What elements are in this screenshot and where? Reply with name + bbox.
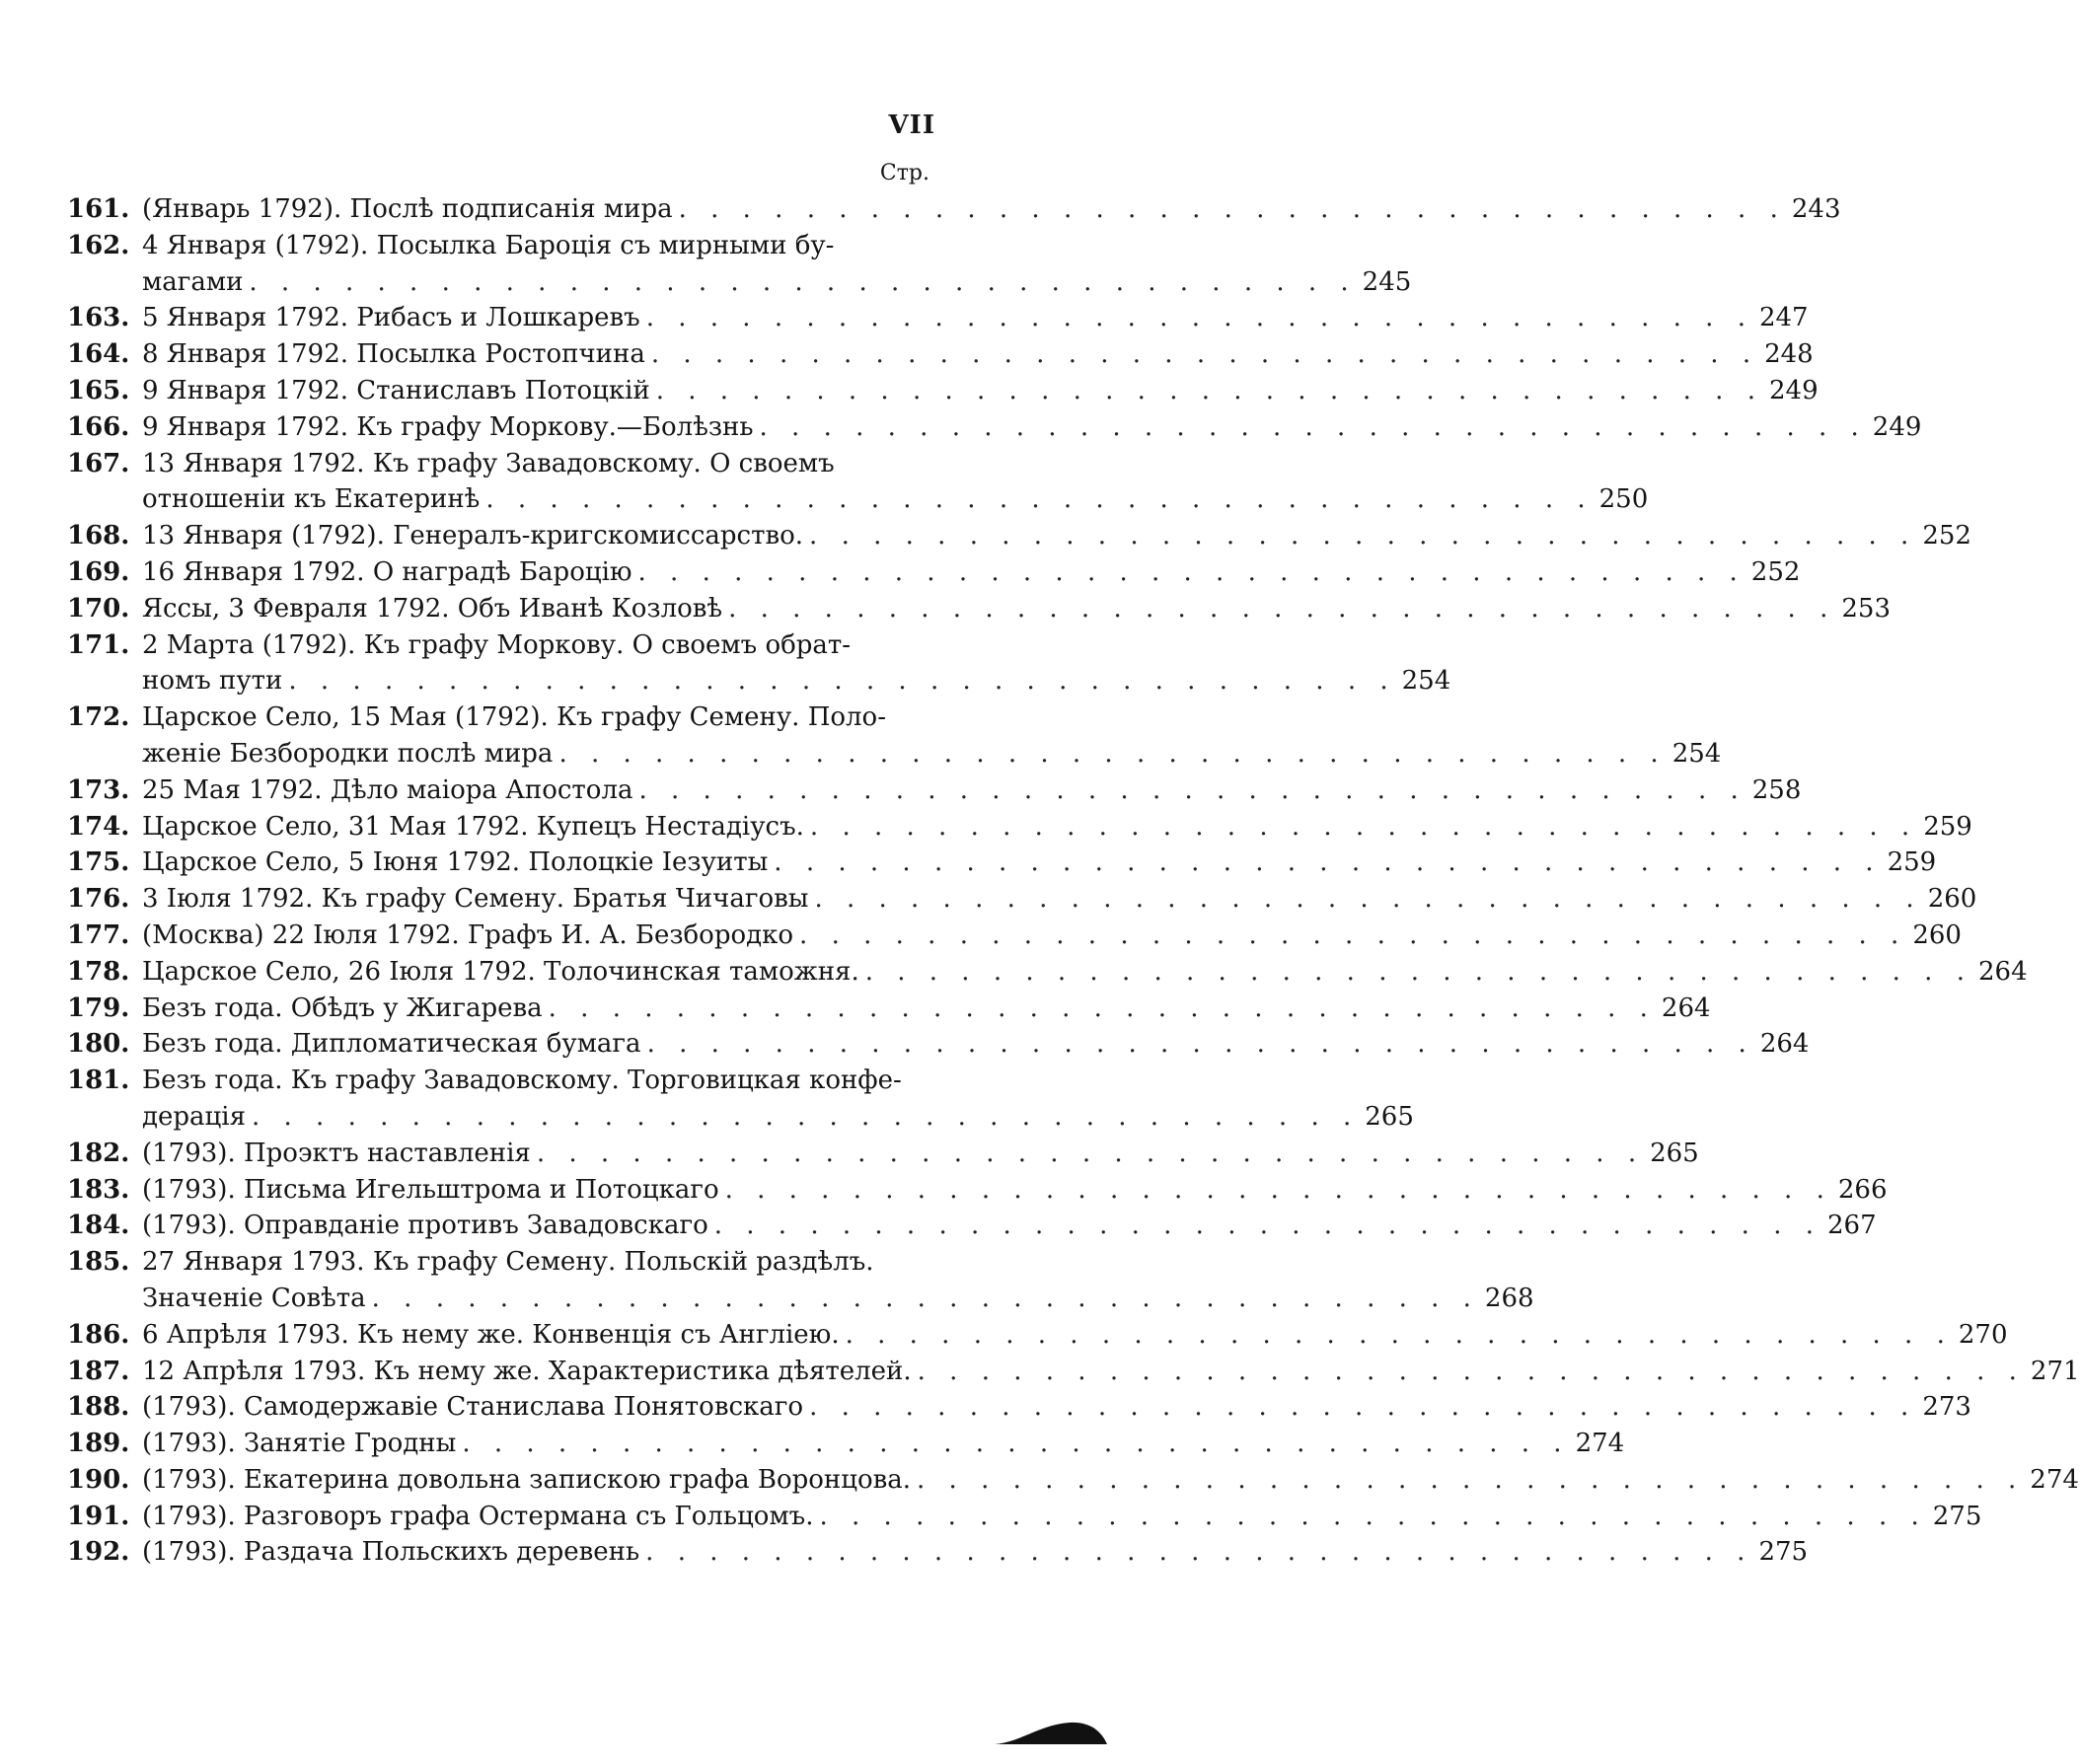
toc-entry — [67, 1426, 1625, 1462]
toc-entry — [67, 627, 930, 664]
toc-entry-page: 264 — [1977, 956, 2028, 987]
toc-entry-number: 165. — [67, 375, 130, 405]
toc-entry-number: 163. — [67, 303, 130, 333]
dot-leader: . . . . . . . . . . . . . . . . . . . . . . . . . . . . . . . . . . . — [251, 1101, 1360, 1132]
toc-entry-page: 259 — [1887, 847, 1937, 878]
dot-leader: . . . . . . . . . . . . . . . . . . . . . . . . . . . . . . . . . . . — [917, 1356, 2025, 1386]
toc-entry — [67, 881, 1977, 918]
toc-entry-page: 260 — [1927, 884, 1977, 915]
dot-leader: . . . . . . . . . . . . . . . . . . . . . . . . . . . . . . . . . . . — [917, 1464, 2025, 1495]
toc-entry — [67, 918, 1962, 954]
toc-entry — [67, 1208, 1877, 1244]
printer-ornament-icon — [991, 1717, 1109, 1748]
toc-entry-page: 250 — [1598, 484, 1649, 515]
toc-entry — [67, 699, 930, 736]
toc-entry — [67, 228, 930, 264]
toc-entry-number: 170. — [67, 593, 130, 624]
toc-entry-continuation — [67, 264, 1412, 301]
toc-entry-title: 3 Іюля 1792. Къ графу Семену. Братья Чичаговы — [142, 884, 809, 915]
dot-leader: . . . . . . . . . . . . . . . . . . . . . . . . . . . . . . . . . . . — [548, 992, 1656, 1023]
toc-entry-title: (1793). Письма Игельштрома и Потоцкаго — [142, 1174, 719, 1205]
toc-entry-page: 248 — [1764, 339, 1814, 370]
toc-entry-title: Царское Село, 5 Іюня 1792. Полоцкіе Іезуиты — [142, 847, 769, 878]
dot-leader: . . . . . . . . . . . . . . . . . . . . . . . . . . . . . . . . . . . — [809, 1392, 1917, 1423]
toc-entry-number: 177. — [67, 919, 130, 950]
page-column-label: Стр. — [879, 161, 929, 185]
toc-entry — [67, 373, 1819, 409]
toc-entry-page: 254 — [1401, 666, 1451, 697]
toc-entry-number: 184. — [67, 1211, 130, 1241]
dot-leader: . . . . . . . . . . . . . . . . . . . . . . . . . . . . . . . . . . . — [809, 521, 1917, 551]
toc-entry-number: 185. — [67, 1247, 130, 1278]
dot-leader: . . . . . . . . . . . . . . . . . . . . . . . . . . . . . . . . . . . — [637, 556, 1746, 587]
page-number: VII — [888, 110, 935, 140]
toc-entry — [67, 446, 930, 482]
toc-entry-page: 254 — [1671, 738, 1722, 769]
toc-entry — [67, 336, 1814, 373]
toc-entry-number: 180. — [67, 1029, 130, 1060]
dot-leader: . . . . . . . . . . . . . . . . . . . . . . . . . . . . . . . . . . . — [650, 339, 1759, 370]
toc-entry-page: 271 — [2030, 1356, 2080, 1386]
toc-entry-number: 190. — [67, 1464, 130, 1495]
toc-entry — [67, 1462, 2079, 1499]
toc-entry-page: 258 — [1751, 774, 1802, 805]
dot-leader: . . . . . . . . . . . . . . . . . . . . . . . . . . . . . . . . . . . — [724, 1174, 1832, 1205]
toc-entry-title: 16 Января 1792. О наградѣ Бароцію — [142, 556, 632, 587]
toc-entry-number: 191. — [67, 1501, 130, 1531]
toc-entry-number: 181. — [67, 1066, 130, 1096]
toc-entry-title: Безъ года. Обѣдъ у Жигарева — [142, 992, 543, 1023]
toc-entry-page: 273 — [1922, 1392, 1971, 1423]
toc-entry — [67, 772, 1802, 809]
dot-leader: . . . . . . . . . . . . . . . . . . . . . . . . . . . . . . . . . . . — [288, 666, 1396, 697]
toc-entry-number: 176. — [67, 884, 130, 915]
toc-entry-continuation — [67, 663, 1451, 699]
dot-leader: . . . . . . . . . . . . . . . . . . . . . . . . . . . . . . . . . . . — [536, 1138, 1645, 1168]
toc-entry — [67, 809, 1972, 845]
toc-entry-title: 27 Января 1793. Къ графу Семену. Польскій раздѣлъ. — [142, 1247, 874, 1278]
toc-entry-title: дерація — [142, 1101, 246, 1132]
toc-entry-page: 266 — [1837, 1174, 1888, 1205]
toc-entry-title: (1793). Раздача Польскихъ деревень — [142, 1537, 640, 1568]
toc-entry-title: (1793). Занятіе Гродны — [142, 1429, 457, 1459]
toc-entry-page: 265 — [1650, 1138, 1699, 1168]
toc-entry-page: 249 — [1872, 411, 1922, 442]
toc-entry-title: отношеніи къ Екатеринѣ — [142, 484, 481, 515]
toc-entry-number: 187. — [67, 1356, 130, 1386]
toc-entry — [67, 1136, 1699, 1172]
toc-entry-continuation — [67, 736, 1722, 772]
toc-entry-number: 169. — [67, 556, 130, 587]
toc-entry — [67, 554, 1801, 591]
toc-entry — [67, 1499, 1982, 1535]
toc-entry-title: 6 Апрѣля 1793. Къ нему же. Конвенція съ Англіею. — [142, 1319, 840, 1350]
toc-entry-page: 275 — [1932, 1501, 1982, 1531]
toc-entry-title: 25 Мая 1792. Дѣло маіора Апостола — [142, 774, 633, 805]
toc-entry-title: Значеніе Совѣта — [142, 1283, 366, 1313]
dot-leader: . . . . . . . . . . . . . . . . . . . . . . . . . . . . . . . . . . . — [728, 593, 1836, 624]
dot-leader: . . . . . . . . . . . . . . . . . . . . . . . . . . . . . . . . . . . — [814, 884, 1922, 915]
toc-entry-title: 9 Января 1792. Къ графу Моркову.—Болѣзнь — [142, 411, 754, 442]
dot-leader: . . . . . . . . . . . . . . . . . . . . . . . . . . . . . . . . . . . — [864, 956, 1972, 987]
toc-entry — [67, 845, 1937, 881]
toc-entry-title: Царское Село, 15 Мая (1792). Къ графу Семену. Поло- — [142, 702, 886, 733]
toc-entry-number: 186. — [67, 1319, 130, 1350]
toc-entry-title: (Январь 1792). Послѣ подписанія мира — [142, 194, 673, 224]
toc-entry-title: 13 Января (1792). Генералъ-кригскомиссарство. — [142, 521, 804, 551]
toc-entry — [67, 409, 1922, 446]
toc-entry-title: 5 Января 1792. Рибасъ и Лошкаревъ — [142, 303, 640, 333]
table-of-contents — [67, 191, 2080, 1571]
dot-leader: . . . . . . . . . . . . . . . . . . . . . . . . . . . . . . . . . . . — [809, 811, 1918, 842]
toc-entry-number: 171. — [67, 629, 130, 660]
toc-entry-number: 178. — [67, 956, 130, 987]
toc-entry-number: 161. — [67, 194, 130, 224]
toc-entry — [67, 191, 1841, 228]
dot-leader: . . . . . . . . . . . . . . . . . . . . . . . . . . . . . . . . . . . — [759, 411, 1867, 442]
toc-entry-title: 12 Апрѣля 1793. Къ нему же. Характеристика дѣятелей. — [142, 1356, 912, 1386]
dot-leader: . . . . . . . . . . . . . . . . . . . . . . . . . . . . . . . . . . . — [655, 375, 1763, 405]
dot-leader: . . . . . . . . . . . . . . . . . . . . . . . . . . . . . . . . . . . — [774, 847, 1882, 878]
toc-entry-page: 268 — [1484, 1283, 1534, 1313]
toc-entry-number: 192. — [67, 1537, 130, 1568]
dot-leader: . . . . . . . . . . . . . . . . . . . . . . . . . . . . . . . . . . . — [462, 1429, 1570, 1459]
dot-leader: . . . . . . . . . . . . . . . . . . . . . . . . . . . . . . . . . . . — [819, 1501, 1927, 1531]
toc-entry-title: Безъ года. Къ графу Завадовскому. Торговицкая конфе- — [142, 1066, 902, 1096]
toc-entry-number: 189. — [67, 1429, 130, 1459]
toc-entry-number: 182. — [67, 1138, 130, 1168]
toc-entry-title: магами — [142, 266, 244, 297]
toc-entry-page: 259 — [1923, 811, 1972, 842]
toc-entry-page: 265 — [1365, 1101, 1414, 1132]
toc-entry — [67, 591, 1891, 627]
toc-entry-title: Яссы, 3 Февраля 1792. Объ Иванѣ Козловѣ — [142, 593, 723, 624]
toc-entry-title: (1793). Оправданіе противъ Завадовскаго — [142, 1211, 708, 1241]
toc-entry-number: 166. — [67, 411, 130, 442]
toc-entry-title: (1793). Самодержавіе Станислава Понятовскаго — [142, 1392, 804, 1423]
toc-entry-page: 274 — [2030, 1464, 2079, 1495]
toc-entry — [67, 518, 1971, 554]
toc-entry — [67, 1172, 1888, 1209]
toc-entry-number: 162. — [67, 230, 130, 260]
toc-entry-title: (Москва) 22 Іюля 1792. Графъ И. А. Безбородко — [142, 919, 794, 950]
toc-entry-title: женіе Безбородки послѣ мира — [142, 738, 554, 769]
toc-entry-number: 168. — [67, 521, 130, 551]
toc-entry-page: 252 — [1750, 556, 1801, 587]
toc-entry-page: 249 — [1768, 375, 1819, 405]
toc-entry-title: (1793). Разговоръ графа Остермана съ Гольцомъ. — [142, 1501, 814, 1531]
toc-entry-page: 264 — [1661, 992, 1711, 1023]
toc-entry-page: 260 — [1912, 919, 1962, 950]
dot-leader: . . . . . . . . . . . . . . . . . . . . . . . . . . . . . . . . . . . — [558, 738, 1667, 769]
dot-leader: . . . . . . . . . . . . . . . . . . . . . . . . . . . . . . . . . . . — [485, 484, 1594, 515]
toc-entry-number: 174. — [67, 811, 130, 842]
toc-entry-page: 245 — [1362, 266, 1412, 297]
toc-entry-number: 173. — [67, 774, 130, 805]
toc-entry — [67, 1389, 1971, 1426]
toc-entry-title: (1793). Екатерина довольна запискою графа Воронцова. — [142, 1464, 912, 1495]
toc-entry-title: 4 Января (1792). Посылка Бароція съ мирными бу- — [142, 230, 835, 260]
dot-leader: . . . . . . . . . . . . . . . . . . . . . . . . . . . . . . . . . . . — [845, 1319, 1953, 1350]
toc-entry-number: 179. — [67, 992, 130, 1023]
toc-entry-title: номъ пути — [142, 666, 283, 697]
toc-entry-page: 252 — [1922, 521, 1971, 551]
toc-entry-page: 247 — [1758, 303, 1809, 333]
toc-entry-number: 172. — [67, 702, 130, 733]
toc-entry-page: 243 — [1791, 194, 1841, 224]
toc-entry-title: 9 Января 1792. Станиславъ Потоцкій — [142, 375, 650, 405]
toc-entry — [67, 1317, 2008, 1354]
toc-entry-title: (1793). Проэктъ наставленія — [142, 1138, 531, 1168]
toc-entry — [67, 1026, 1810, 1063]
toc-entry-number: 164. — [67, 339, 130, 370]
toc-entry-continuation — [67, 1281, 1534, 1317]
toc-entry-page: 275 — [1758, 1537, 1809, 1568]
toc-entry — [67, 954, 2028, 991]
toc-entry — [67, 1063, 930, 1099]
toc-entry-continuation — [67, 1099, 1414, 1136]
toc-entry-page: 253 — [1841, 593, 1891, 624]
dot-leader: . . . . . . . . . . . . . . . . . . . . . . . . . . . . . . . . . . . — [645, 303, 1753, 333]
toc-entry-title: Царское Село, 26 Іюля 1792. Толочинская таможня. — [142, 956, 859, 987]
dot-leader: . . . . . . . . . . . . . . . . . . . . . . . . . . . . . . . . . . . — [249, 266, 1357, 297]
toc-entry — [67, 300, 1809, 336]
toc-entry-number: 183. — [67, 1174, 130, 1205]
dot-leader: . . . . . . . . . . . . . . . . . . . . . . . . . . . . . . . . . . . — [799, 919, 1907, 950]
toc-entry-title: Царское Село, 31 Мая 1792. Купецъ Нестадіусъ. — [142, 811, 804, 842]
toc-entry — [67, 991, 1711, 1027]
dot-leader: . . . . . . . . . . . . . . . . . . . . . . . . . . . . . . . . . . . — [678, 194, 1786, 224]
toc-entry — [67, 1354, 2080, 1390]
toc-entry-title: 2 Марта (1792). Къ графу Моркову. О своемъ обрат- — [142, 629, 852, 660]
toc-entry-page: 270 — [1958, 1319, 2008, 1350]
toc-entry — [67, 1244, 930, 1281]
toc-entry-page: 274 — [1575, 1429, 1625, 1459]
toc-entry-page: 267 — [1827, 1211, 1877, 1241]
toc-entry-title: 13 Января 1792. Къ графу Завадовскому. О своемъ — [142, 448, 835, 478]
toc-entry-number: 188. — [67, 1392, 130, 1423]
dot-leader: . . . . . . . . . . . . . . . . . . . . . . . . . . . . . . . . . . . — [645, 1537, 1753, 1568]
toc-entry-title: Безъ года. Дипломатическая бумага — [142, 1029, 641, 1060]
toc-entry-number: 167. — [67, 448, 130, 478]
dot-leader: . . . . . . . . . . . . . . . . . . . . . . . . . . . . . . . . . . . — [646, 1029, 1754, 1060]
dot-leader: . . . . . . . . . . . . . . . . . . . . . . . . . . . . . . . . . . . — [713, 1211, 1821, 1241]
toc-entry-number: 175. — [67, 847, 130, 878]
toc-entry-page: 264 — [1759, 1029, 1810, 1060]
toc-entry — [67, 1534, 1809, 1571]
toc-entry-continuation — [67, 481, 1649, 518]
dot-leader: . . . . . . . . . . . . . . . . . . . . . . . . . . . . . . . . . . . — [638, 774, 1746, 805]
toc-entry-title: 8 Января 1792. Посылка Ростопчина — [142, 339, 645, 370]
dot-leader: . . . . . . . . . . . . . . . . . . . . . . . . . . . . . . . . . . . — [371, 1283, 1479, 1313]
